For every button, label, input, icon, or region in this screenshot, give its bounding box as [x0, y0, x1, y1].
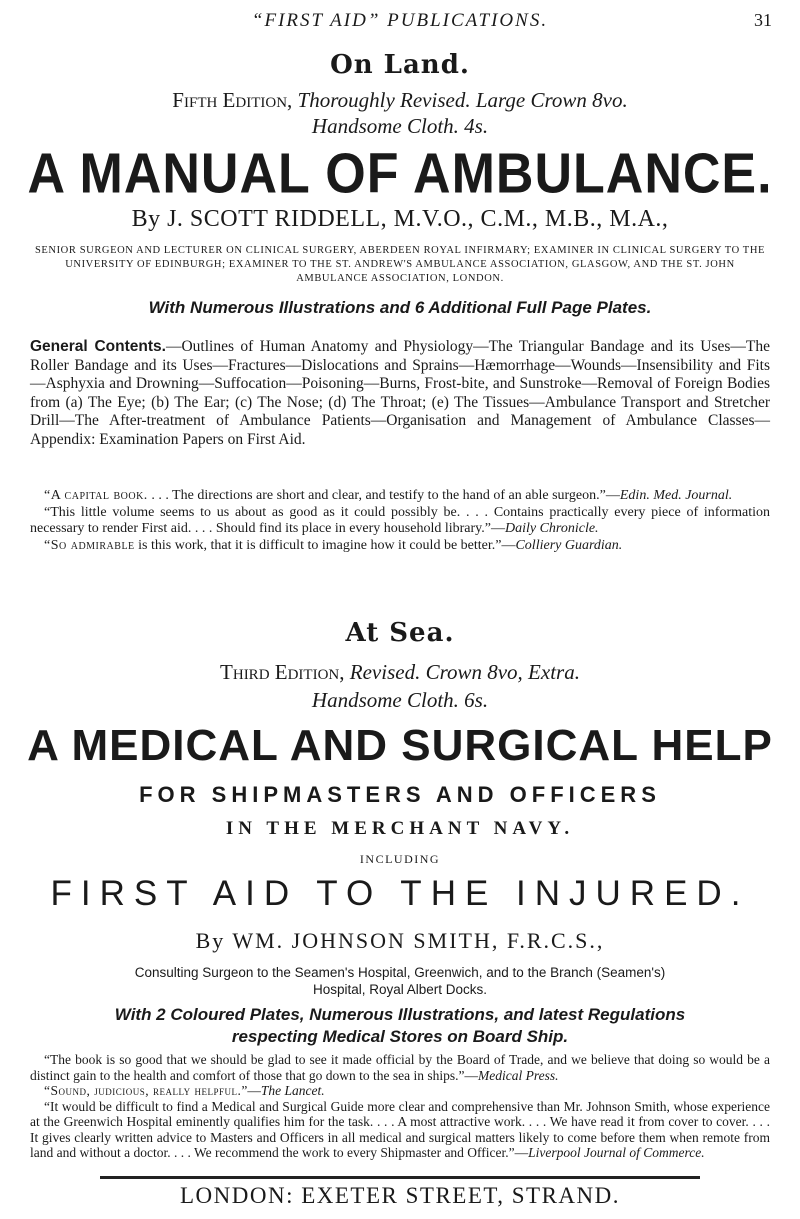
credentials-line: Consulting Surgeon to the Seamen's Hospital, Greenwich, and to the Branch (Seamen's) [134, 965, 666, 980]
review-item [30, 488, 770, 505]
book1-edition-format: Thoroughly Revised. Large Crown 8vo. [297, 88, 628, 112]
book2-reviews [30, 1052, 770, 1161]
book2-author: By WM. JOHNSON SMITH, F.R.C.S., [195, 928, 605, 953]
book2-illustrations-note [20, 1004, 780, 1048]
book1-edition-number: Fifth Edition, [172, 88, 293, 112]
review-source: Edin. Med. Journal. [619, 488, 733, 503]
book2-edition-line2: Handsome Cloth. 6s. [311, 688, 489, 712]
review-source: Daily Chronicle. [504, 521, 599, 536]
book1-author: By J. SCOTT RIDDELL, M.V.O., C.M., M.B., M.A., [131, 206, 669, 232]
review-source: The Lancet. [260, 1083, 325, 1098]
book2-subtitle-navy: IN THE MERCHANT NAVY. [225, 818, 575, 839]
review-item [30, 538, 770, 555]
book1-illustrations-note: With Numerous Illustrations and 6 Additional Full Page Plates. [148, 298, 652, 317]
credentials-line: Hospital, Royal Albert Docks. [312, 982, 488, 997]
review-lead: “Sound, judicious, really helpful. [44, 1083, 242, 1098]
running-title: “FIRST AID” PUBLICATIONS. [251, 10, 549, 31]
book2-edition-line1 [50, 658, 750, 686]
footer-rule [100, 1176, 700, 1179]
contents-text: —Outlines of Human Anatomy and Physiology—The Triangular Bandage and its Uses—The Roller Bandage and its Uses—Fractures—Dislocations and Sprains—Hæmorrhage—Wounds—Insensibility and Fits—Asphyxia and Drowning—Suffocation—Poisoning—Burns, Frost-bite, and Sunstroke—Removal of Foreign Bodies from (a) The Eye; (b) The Ear; (c) The Nose; (d) The Throat; (e) The Tissues—Ambulance Transport and Stretcher Drill—The After-treatment of Ambulance Patients—Organisation and Management of Ambulance Classes—Appendix: Examination Papers on First Aid. [30, 338, 771, 448]
book1-contents [30, 338, 770, 449]
review-source: Medical Press. [478, 1067, 559, 1083]
plates-line: respecting Medical Stores on Board Ship. [231, 1027, 569, 1046]
review-item [30, 505, 770, 538]
review-text: . . . The directions are short and clear, and testify to the hand of an able surgeon.”— [147, 488, 620, 503]
book2-title: A MEDICAL AND SURGICAL HELP [27, 721, 773, 770]
book1-edition-line1 [50, 86, 750, 114]
book1-author-credentials: SENIOR SURGEON AND LECTURER ON CLINICAL SURGERY, ABERDEEN ROYAL INFIRMARY; EXAMINER IN CLINICAL SURGERY TO THE UNIVERSITY OF EDINBURGH; EXAMINER TO THE ST. ANDREW'S AMBULANCE ASSOCIATION, GLASGOW, AND THE ST. JOHN AMBULANCE ASSOCIATION, LONDON. [34, 245, 766, 284]
review-lead: “So admirable [44, 537, 135, 553]
book2-edition-number: Third Edition, [220, 660, 345, 684]
review-item [30, 1099, 770, 1161]
running-header [0, 10, 800, 40]
review-item [30, 1052, 770, 1083]
book1-title: A MANUAL OF AMBULANCE. [27, 142, 773, 206]
review-text: ”— [241, 1083, 261, 1098]
review-text: “It would be difficult to find a Medical and Surgical Guide more clear and comprehensive than Mr. Johnson Smith, whose experience at the Greenwich Hospital eminently qualifies him for the task. . . . A most attractive work. . . . We have read it from cover to cover. . . . It gives clearly written advice to Masters and Officers in all medical and surgical matters likely to come before them when remote from land and without a doctor. . . . We recommend the work to every Shipmaster and Officer.”— [30, 1098, 770, 1160]
book1-edition-line2: Handsome Cloth. 4s. [311, 114, 489, 138]
section-heading-at-sea: At Sea. [345, 618, 455, 648]
plates-line: With 2 Coloured Plates, Numerous Illustrations, and latest Regulations [114, 1005, 686, 1024]
review-text: “The book is so good that we should be glad to see it made official by the Board of Trade, and we believe that doing so would be a distinct gain to the health and comfort of those that go down to the sea in ships.”— [30, 1052, 770, 1083]
review-item [30, 1083, 770, 1099]
book1-reviews [30, 488, 770, 554]
review-text: is this work, that it is difficult to imagine how it could be better.”— [134, 537, 516, 553]
book2-edition-format: Revised. Crown 8vo, Extra. [349, 660, 580, 684]
review-source: Colliery Guardian. [515, 537, 623, 553]
section-heading-on-land: On Land. [330, 50, 470, 80]
book2-author-credentials [30, 964, 770, 998]
review-lead: “A capital book. [44, 488, 148, 503]
review-source: Liverpool Journal of Commerce. [528, 1145, 705, 1160]
book2-including: INCLUDING [359, 852, 441, 866]
book2-subtitle-shipmasters: FOR SHIPMASTERS AND OFFICERS [139, 782, 661, 807]
contents-label: General Contents. [30, 338, 166, 355]
book2-subtitle-first-aid: FIRST AID TO THE INJURED. [50, 874, 750, 913]
publisher-address: LONDON: EXETER STREET, STRAND. [179, 1183, 621, 1208]
page-number: 31 [754, 10, 772, 30]
review-text: “This little volume seems to us about as good as it could possibly be. . . . Contains practically every piece of information necessary to render First aid. . . . Should find its place in every household library.”— [30, 504, 770, 536]
